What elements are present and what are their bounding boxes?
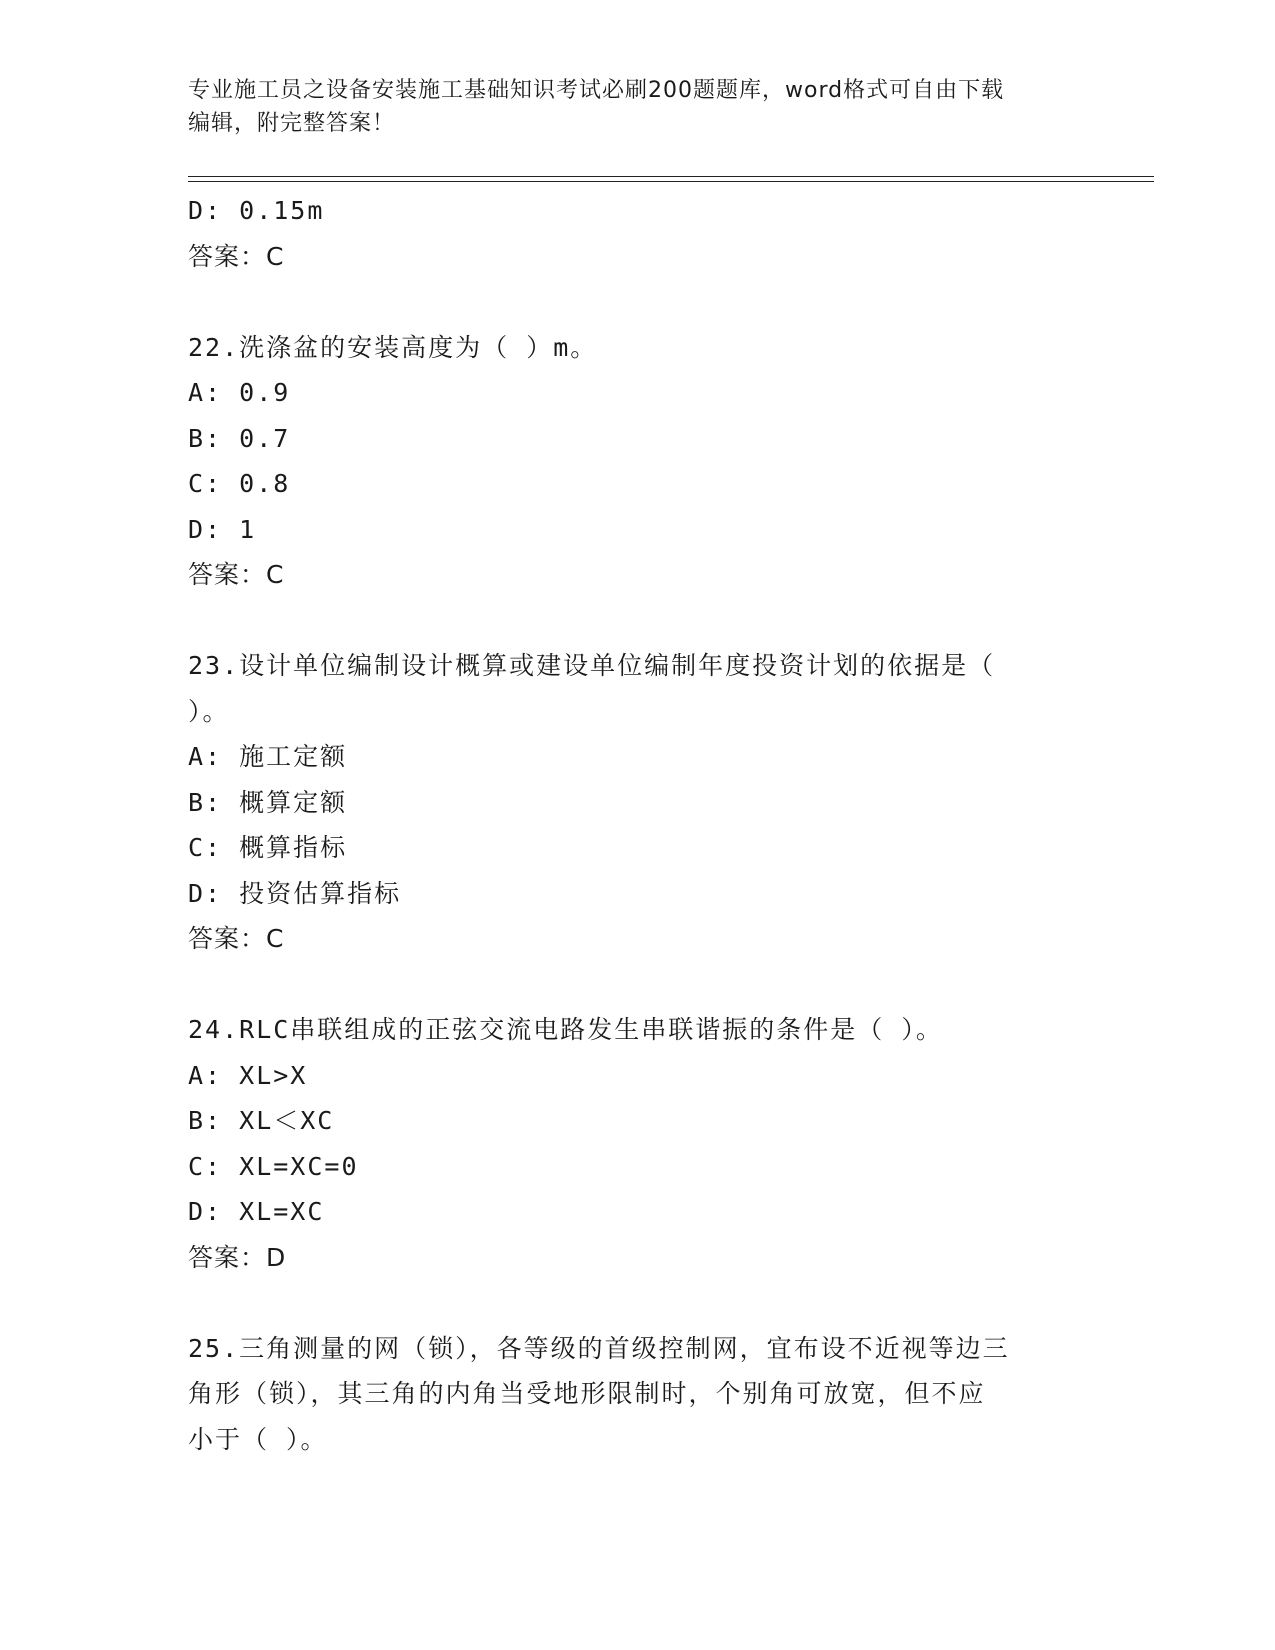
question-24 [188,1007,1088,1280]
header-divider-bottom [188,181,1154,182]
option-a: A: 0.9 [188,378,291,407]
question-stem-line-2: ）。 [188,696,230,726]
answer: 答案：C [188,560,285,589]
answer: 答案：C [188,241,285,271]
question-stem-line-3: 小于（ ）。 [188,1424,328,1454]
option-d: D: 0.15m [188,196,325,225]
question-stem-line-1: 23.设计单位编制设计概算或建设单位编制年度投资计划的依据是（ [188,651,996,680]
header-divider-top [188,176,1154,177]
document-body [188,188,1088,1462]
option-a: A: XL>X [188,1060,308,1090]
question-stem-line-1: 25.三角测量的网（锁），各等级的首级控制网，宜布设不近视等边三 [188,1333,1010,1363]
option-d: D: XL=XC [188,1197,325,1226]
spacer [188,279,1088,325]
option-c: C: XL=XC=0 [188,1151,359,1181]
document-header [188,74,1088,140]
option-a: A: 施工定额 [188,742,348,771]
previous-question-tail [188,188,1088,279]
question-22 [188,325,1088,598]
option-d: D: 投资估算指标 [188,878,402,908]
question-stem-line-2: 角形（锁），其三角的内角当受地形限制时，个别角可放宽，但不应 [188,1379,986,1408]
option-c: C: 概算指标 [188,833,348,862]
option-b: B: XL＜XC [188,1106,335,1135]
question-stem: 22.洗涤盆的安装高度为（ ）m。 [188,332,598,362]
spacer [188,598,1088,644]
header-title-line-1: 专业施工员之设备安装施工基础知识考试必刷200题题库，word格式可自由下载 [188,78,1005,103]
question-23 [188,643,1088,962]
spacer [188,1280,1088,1326]
option-b: B: 0.7 [188,423,291,453]
option-d: D: 1 [188,514,257,544]
question-25 [188,1326,1088,1463]
answer: 答案：C [188,924,285,953]
option-c: C: 0.8 [188,469,291,498]
option-b: B: 概算定额 [188,787,348,817]
question-stem: 24.RLC串联组成的正弦交流电路发生串联谐振的条件是（ ）。 [188,1015,943,1044]
spacer [188,962,1088,1008]
answer: 答案：D [188,1242,287,1272]
header-title-line-2: 编辑，附完整答案！ [188,111,396,136]
